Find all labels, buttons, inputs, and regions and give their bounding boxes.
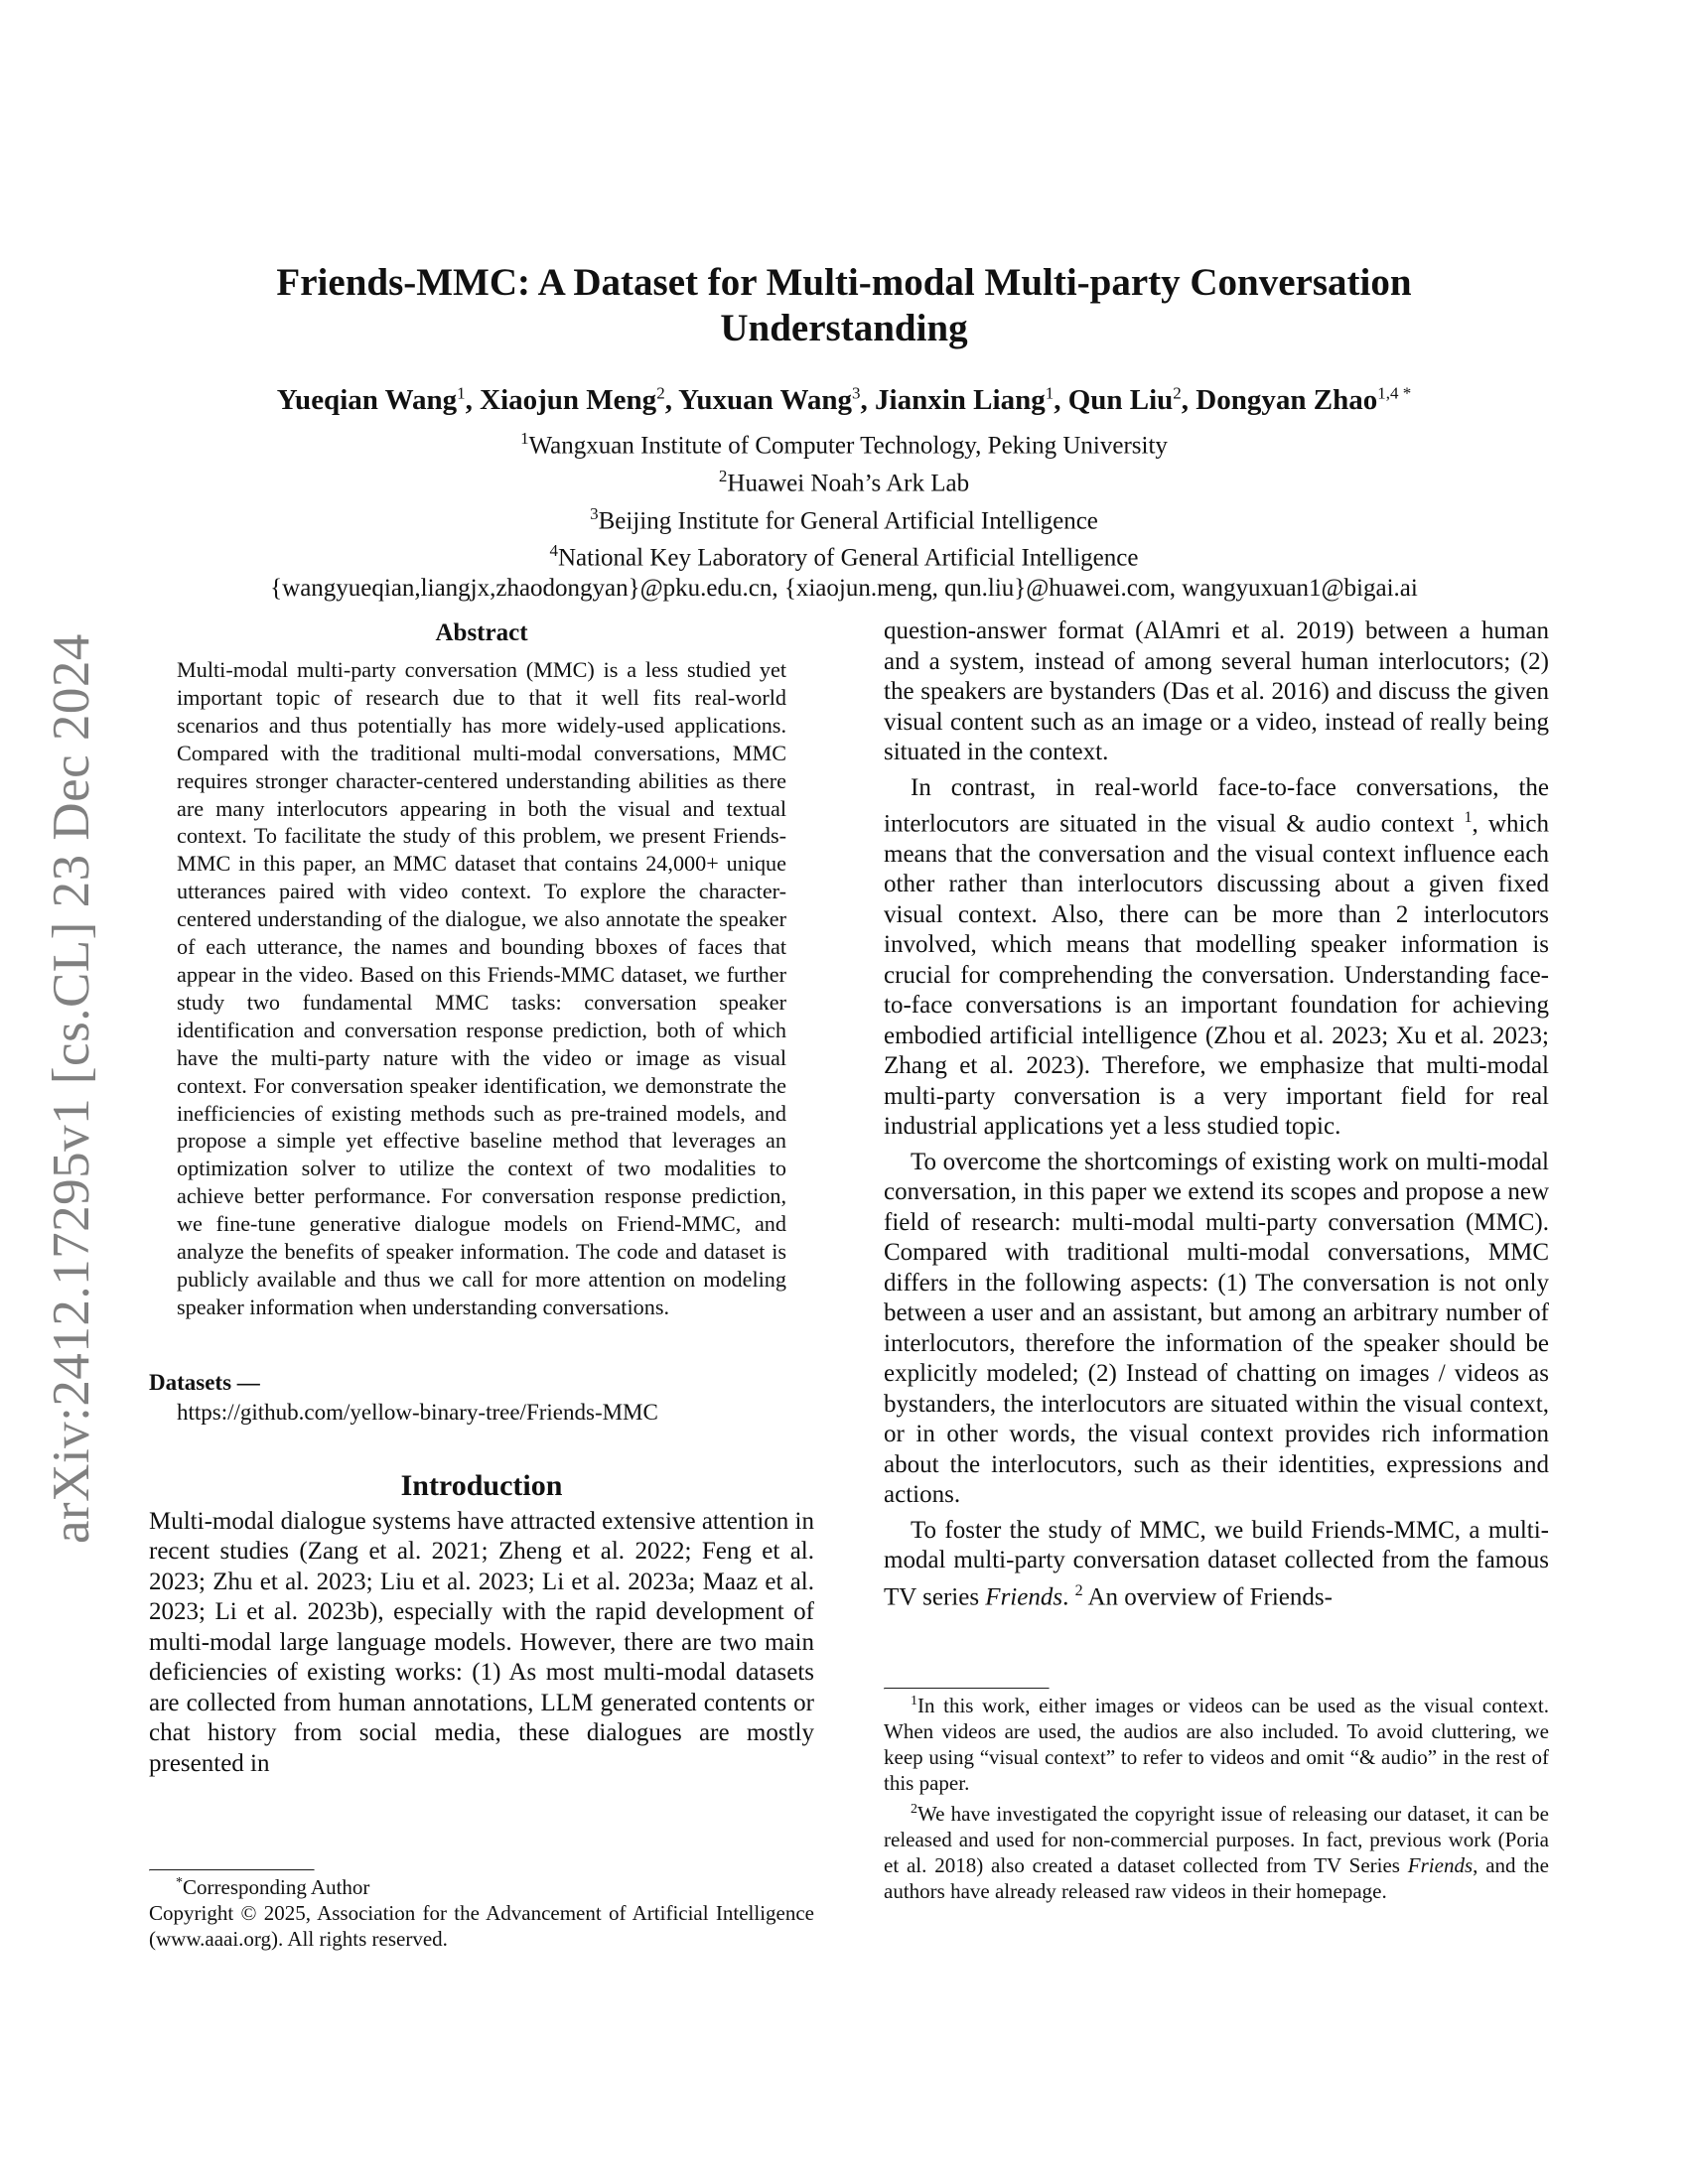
author: Dongyan Zhao$^{1,4 *}$ [1196, 383, 1412, 416]
author-list [149, 375, 1539, 418]
affiliations [149, 424, 1539, 605]
affiliation: $^3$Beijing Institute for General Artificial Intelligence [590, 503, 1098, 534]
title-line-1: Friends-MMC: A Dataset for Multi-modal Multi-party Conversation [276, 261, 1412, 304]
datasets-link[interactable]: https://github.com/yellow-binary-tree/Friends-MMC [177, 1399, 658, 1425]
author: Yuxuan Wang$^3$, [678, 383, 876, 416]
left-column [149, 616, 814, 1779]
datasets-block [149, 1368, 814, 1428]
introduction-heading: Introduction [400, 1468, 563, 1502]
paper-title [149, 260, 1539, 351]
author: Jianxin Liang$^1$, [875, 383, 1068, 416]
corresponding-author-note: *Corresponding Author [176, 1875, 370, 1899]
footnote-rule [884, 1688, 1050, 1690]
body-paragraph: In contrast, in real-world face-to-face conversations, the interlocutors are situated in the visual & audio context $^1$, which means that the conversation and the visual context influence each other rather than interlocutors discussing about a given fixed visual context. Also, there can be more than 2 interlocutors involved, which means that modelling speaker information is crucial for comprehending the conversation. Understanding face-to-face conversations is an important foundation for achieving embodied artificial intelligence (Zhou et al. 2023; Xu et al. 2023; Zhang et al. 2023). Therefore, we emphasize that multi-modal multi-party conversation is a very important field for real industrial applications yet a less studied topic. [884, 773, 1549, 1141]
affiliation: $^1$Wangxuan Institute of Computer Technology, Peking University [520, 429, 1168, 460]
footnote-ref[interactable]: 2 [1074, 1581, 1083, 1599]
footnote-rule [149, 1869, 315, 1871]
introduction-paragraph: Multi-modal dialogue systems have attracted extensive attention in recent studies (Zang et al. 2021; Zheng et al. 2022; Feng et al. 2023; Zhu et al. 2023; Liu et al. 2023; Li et al. 2023a; Maaz et al. 2023; Li et al. 2023b), especially with the rapid development of multi-modal large language models. However, there are two main deficiencies of existing works: (1) As most multi-modal datasets are collected from human annotations, LLM generated contents or chat history from social media, these dialogues are mostly presented in [149, 1507, 814, 1777]
arxiv-identifier: arXiv:2412.17295v1 [cs.CL] 23 Dec 2024 [43, 633, 100, 1544]
body-paragraph: question-answer format (AlAmri et al. 2019) between a human and a system, instead of among several human interlocutors; (2) the speakers are bystanders (Das et al. 2016) and discuss the given visual content such as an image or a video, instead of really being situated in the context. [884, 617, 1549, 765]
author: Qun Liu$^2$, [1067, 383, 1196, 416]
title-line-2: Understanding [720, 307, 968, 349]
footnote-2: $^2$We have investigated the copyright issue of releasing our dataset, it can be released and used for non-commercial purposes. In fact, previous work (Poria et al. 2018) also created a dataset collected from TV Series Friends, and the authors have already released raw videos in their homepage. [884, 1802, 1549, 1903]
affiliation: $^2$Huawei Noah’s Ark Lab [718, 466, 970, 497]
footnote-left [149, 1869, 814, 1952]
abstract-text: Multi-modal multi-party conversation (MMC) is a less studied yet important topic of research due to that it well fits real-world scenarios and thus potentially has more widely-used applications. Compared with the traditional multi-modal conversations, MMC requires stronger character-centered understanding abilities as there are many interlocutors appearing in both the visual and textual context. To facilitate the study of this problem, we present Friends-MMC in this paper, an MMC dataset that contains 24,000+ unique utterances paired with video context. To explore the character-centered understanding of the dialogue, we also annotate the speaker of each utterance, the names and bounding bboxes of faces that appear in the video. Based on this Friends-MMC dataset, we further study two fundamental MMC tasks: conversation speaker identification and conversation response prediction, both of which have the multi-party nature with the video or image as visual context. For conversation speaker identification, we demonstrate the inefficiencies of existing methods such as pre-trained models, and propose a simple yet effective baseline method that leverages an optimization solver to utilize the context of two modalities to achieve better performance. For conversation response prediction, we fine-tune generative dialogue models on Friend-MMC, and analyze the benefits of speaker information. The code and dataset is publicly available and thus we call for more attention on modeling speaker information when understanding conversations. [177, 657, 786, 1319]
abstract-heading: Abstract [435, 619, 528, 646]
author: Xiaojun Meng$^2$, [480, 383, 679, 416]
footnote-1: $^1$In this work, either images or videos can be used as the visual context. When videos are used, the audios are also included. To avoid cluttering, we keep using “visual context” to refer to videos and omit “& audio” in the rest of this paper. [884, 1694, 1549, 1795]
affiliation: $^4$National Key Laboratory of General Artificial Intelligence [549, 541, 1139, 572]
body-paragraph: To overcome the shortcomings of existing work on multi-modal conversation, in this paper we extend its scopes and propose a new field of research: multi-modal multi-party conversation (MMC). Compared with traditional multi-modal conversations, MMC differs in the following aspects: (1) The conversation is not only between a user and an assistant, but among an arbitrary number of interlocutors, therefore the information of the speaker should be explicitly modeled; (2) Instead of chatting on images / videos as bystanders, the interlocutors are situated within the visual context, or in other words, the visual context provides rich information about the interlocutors, such as their identities, expressions and actions. [884, 1148, 1549, 1509]
copyright-notice: Copyright © 2025, Association for the Advancement of Artificial Intelligence (www.aaai.org). All rights reserved. [149, 1901, 814, 1951]
footnote-ref[interactable]: 1 [1464, 809, 1473, 826]
author-emails: {wangyueqian,liangjx,zhaodongyan}@pku.edu.cn, {xiaojun.meng, qun.liu}@huawei.com, wangyuxuan1@bigai.ai [270, 575, 1418, 603]
footnote-right [884, 1688, 1549, 1904]
datasets-label: Datasets — [149, 1369, 260, 1395]
right-column [884, 616, 1549, 1613]
author: Yueqian Wang$^1$, [276, 383, 481, 416]
body-paragraph: To foster the study of MMC, we build Friends-MMC, a multi-modal multi-party conversation dataset collected from the famous TV series Friends. $^2$ An overview of Friends- [884, 1516, 1549, 1611]
